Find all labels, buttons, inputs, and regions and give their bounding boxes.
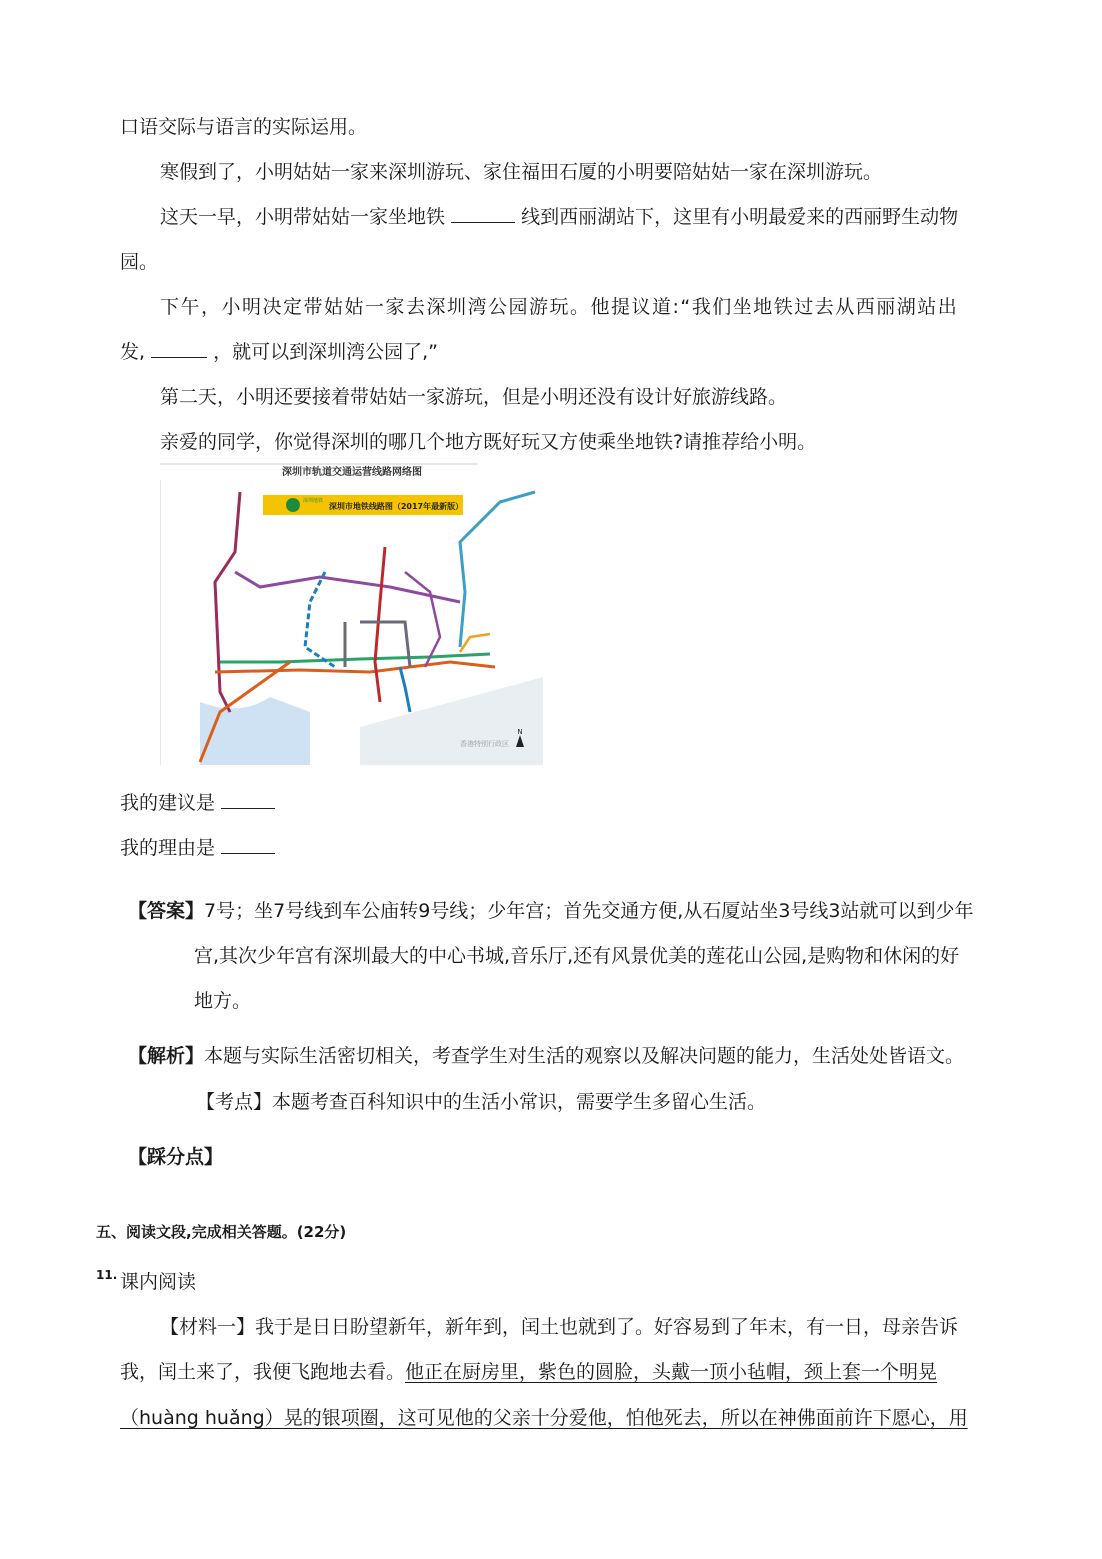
metro-map-image [160,462,543,765]
paragraph-1: 寒假到了，小明姑姑一家来深圳游玩、家住福田石厦的小明要陪姑姑一家在深圳游玩。 [160,161,883,183]
question-title: 课内阅读 [120,1271,197,1293]
metro-map-svg [160,462,543,765]
paragraph-3: 下午，小明决定带姑姑一家去深圳湾公园游玩。他提议道:“我们坐地铁过去从西丽湖站出 [160,296,959,318]
analysis-tag: 【解析】 [128,1045,205,1067]
analysis-text: 本题与实际生活密切相关，考查学生对生活的观察以及解决问题的能力，生活处处皆语文。 [204,1045,965,1067]
answer-blank-route[interactable] [151,339,207,358]
section-5-heading: 五、阅读文段,完成相关答题。(22分) [96,1223,347,1241]
answer-line-1 [128,898,974,924]
material-1-text-a: 我，闰土来了，我便飞跑地去看。 [120,1361,406,1383]
answer-line-2: 宫,其次少年宫有深圳最大的中心书城,音乐厅,还有风景优美的莲花山公园,是购物和休闲的好 [194,945,960,967]
analysis-line [128,1043,964,1069]
paragraph-2-text-b: 线到西丽湖站下，这里有小明最爱来的西丽野生动物 [521,206,959,228]
paragraph-4: 第二天，小明还要接着带姑姑一家游玩，但是小明还没有设计好旅游线路。 [160,386,788,408]
answer-blank-line[interactable] [451,204,515,223]
reason-label: 我的理由是 [120,837,216,859]
hk-label: 香港特别行政区 [460,740,509,748]
reason-line [120,835,275,861]
intro-line: 口语交际与语言的实际运用。 [120,116,368,138]
paragraph-3-text-c: ，就可以到深圳湾公园了,” [213,341,439,363]
reason-blank[interactable] [221,835,275,854]
paragraph-2-end: 园。 [120,251,159,273]
kaodian-line: 【考点】本题考查百科知识中的生活小常识，需要学生多留心生活。 [196,1091,767,1113]
answer-text-1: 7号；坐7号线到车公庙转9号线；少年宫；首先交通方便,从石厦站坐3号线3站就可以到少年 [204,900,974,922]
metro-logo-icon [286,498,300,512]
paragraph-5: 亲爱的同学，你觉得深圳的哪几个地方既好玩又方使乘坐地铁?请推荐给小明。 [160,431,817,453]
paragraph-2 [160,204,958,230]
answer-line-3: 地方。 [194,990,252,1012]
paragraph-2-text-a: 这天一早，小明带姑姑一家坐地铁 [160,206,446,228]
answer-tag: 【答案】 [128,900,205,922]
caifen-heading: 【踩分点】 [128,1146,224,1168]
material-1-underlined-a: 他正在厨房里，紫色的圆脸，头戴一顶小毡帽，颈上套一个明晃 [405,1361,938,1383]
map-banner-text: 深圳市地铁线路图（2017年最新版） [328,502,464,511]
metro-logo-text: 深圳地铁 [303,498,324,504]
material-1-line-3: （huàng huǎng）晃的银项圈，这可见他的父亲十分爱他，怕他死去，所以在神佛面前许下愿心，用 [120,1407,968,1429]
material-1-line-2 [120,1359,937,1385]
map-title: 深圳市轨道交通运营线路网络图 [282,467,422,478]
sea-area-west [200,697,310,765]
paragraph-3-cont [120,339,438,365]
paragraph-3-text-b: 发, [120,341,146,363]
north-label: N [517,728,523,736]
question-number: 11. [96,1268,118,1282]
suggestion-label: 我的建议是 [120,792,216,814]
suggestion-line [120,790,275,816]
suggestion-blank[interactable] [221,790,275,809]
material-1-line-1: 【材料一】我于是日日盼望新年，新年到，闰土也就到了。好容易到了年末，有一日，母亲告诉 [160,1316,959,1338]
